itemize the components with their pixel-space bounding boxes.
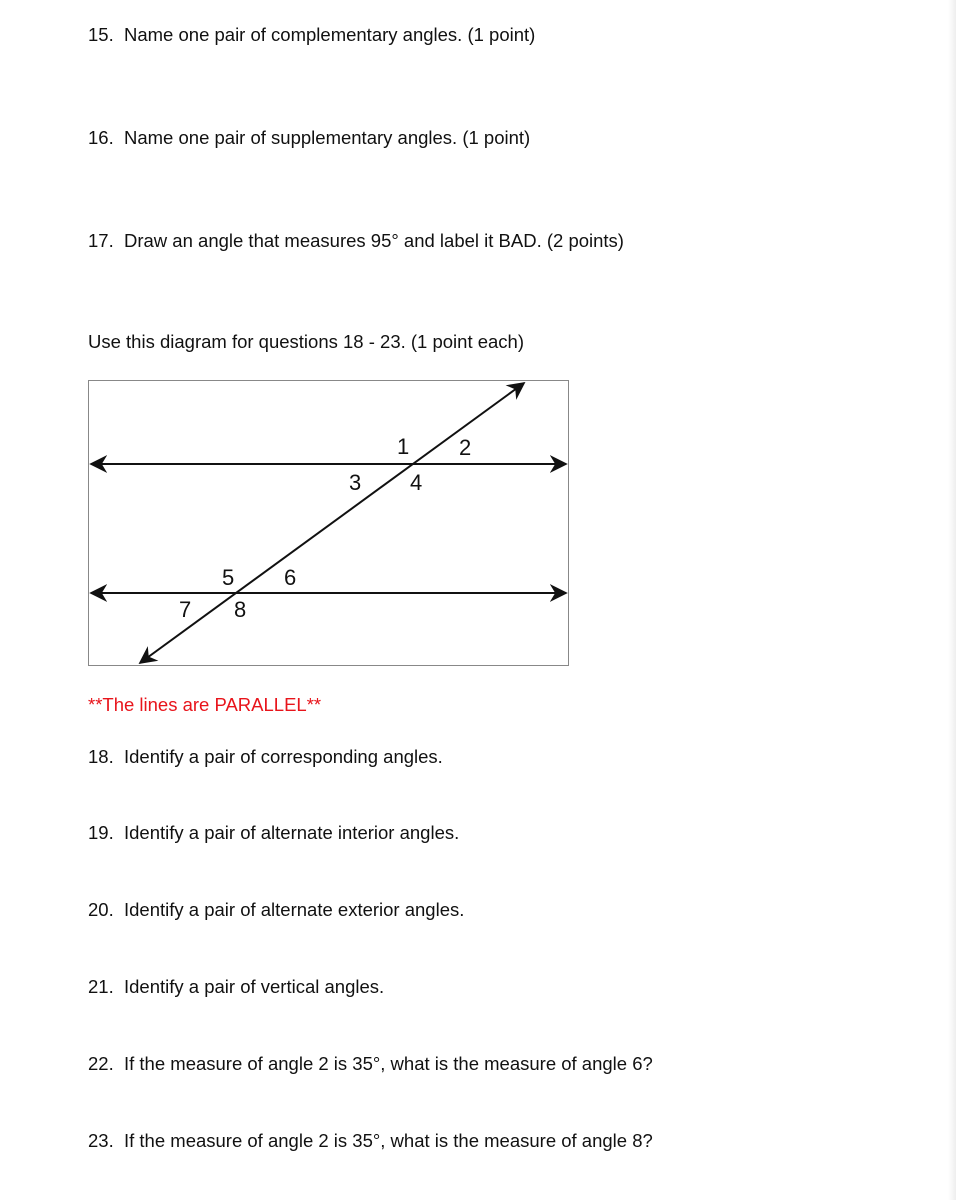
angle-label-2: 2 <box>459 435 472 460</box>
diagram-intro: Use this diagram for questions 18 - 23. (1 point each) <box>88 331 525 352</box>
question-18 <box>88 746 443 768</box>
question-text: If the measure of angle 2 is 35°, what is the measure of angle 6? <box>124 1053 653 1074</box>
question-number: 19. <box>88 822 114 843</box>
question-number: 15. <box>88 24 114 45</box>
question-text: Draw an angle that measures 95° and label it BAD. (2 points) <box>124 230 624 251</box>
question-text: Identify a pair of vertical angles. <box>124 976 385 997</box>
angle-label-7: 7 <box>179 597 192 622</box>
angle-label-4: 4 <box>410 470 423 495</box>
question-20 <box>88 899 464 921</box>
question-text: Name one pair of supplementary angles. (1 point) <box>124 127 531 148</box>
question-number: 21. <box>88 976 114 997</box>
question-22 <box>88 1053 653 1075</box>
angle-label-5: 5 <box>222 565 235 590</box>
question-number: 20. <box>88 899 114 920</box>
question-number: 17. <box>88 230 114 251</box>
question-number: 18. <box>88 746 114 767</box>
question-text: Identify a pair of corresponding angles. <box>124 746 443 767</box>
question-number: 16. <box>88 127 114 148</box>
question-text: If the measure of angle 2 is 35°, what is the measure of angle 8? <box>124 1130 653 1151</box>
angle-label-8: 8 <box>234 597 247 622</box>
question-23 <box>88 1130 653 1152</box>
page-edge-shadow <box>948 0 956 1200</box>
question-number: 22. <box>88 1053 114 1074</box>
question-19 <box>88 822 459 844</box>
angle-label-3: 3 <box>349 470 362 495</box>
question-text: Identify a pair of alternate exterior angles. <box>124 899 465 920</box>
parallel-note: **The lines are PARALLEL** <box>88 694 322 715</box>
question-15 <box>88 24 535 46</box>
diagram-border <box>89 381 569 666</box>
question-text: Name one pair of complementary angles. (1 point) <box>124 24 536 45</box>
question-16 <box>88 127 530 149</box>
angle-label-1: 1 <box>397 434 410 459</box>
question-17 <box>88 230 624 252</box>
question-21 <box>88 976 384 998</box>
question-number: 23. <box>88 1130 114 1151</box>
parallel-lines-diagram <box>88 380 569 666</box>
angle-label-6: 6 <box>284 565 297 590</box>
question-text: Identify a pair of alternate interior angles. <box>124 822 460 843</box>
